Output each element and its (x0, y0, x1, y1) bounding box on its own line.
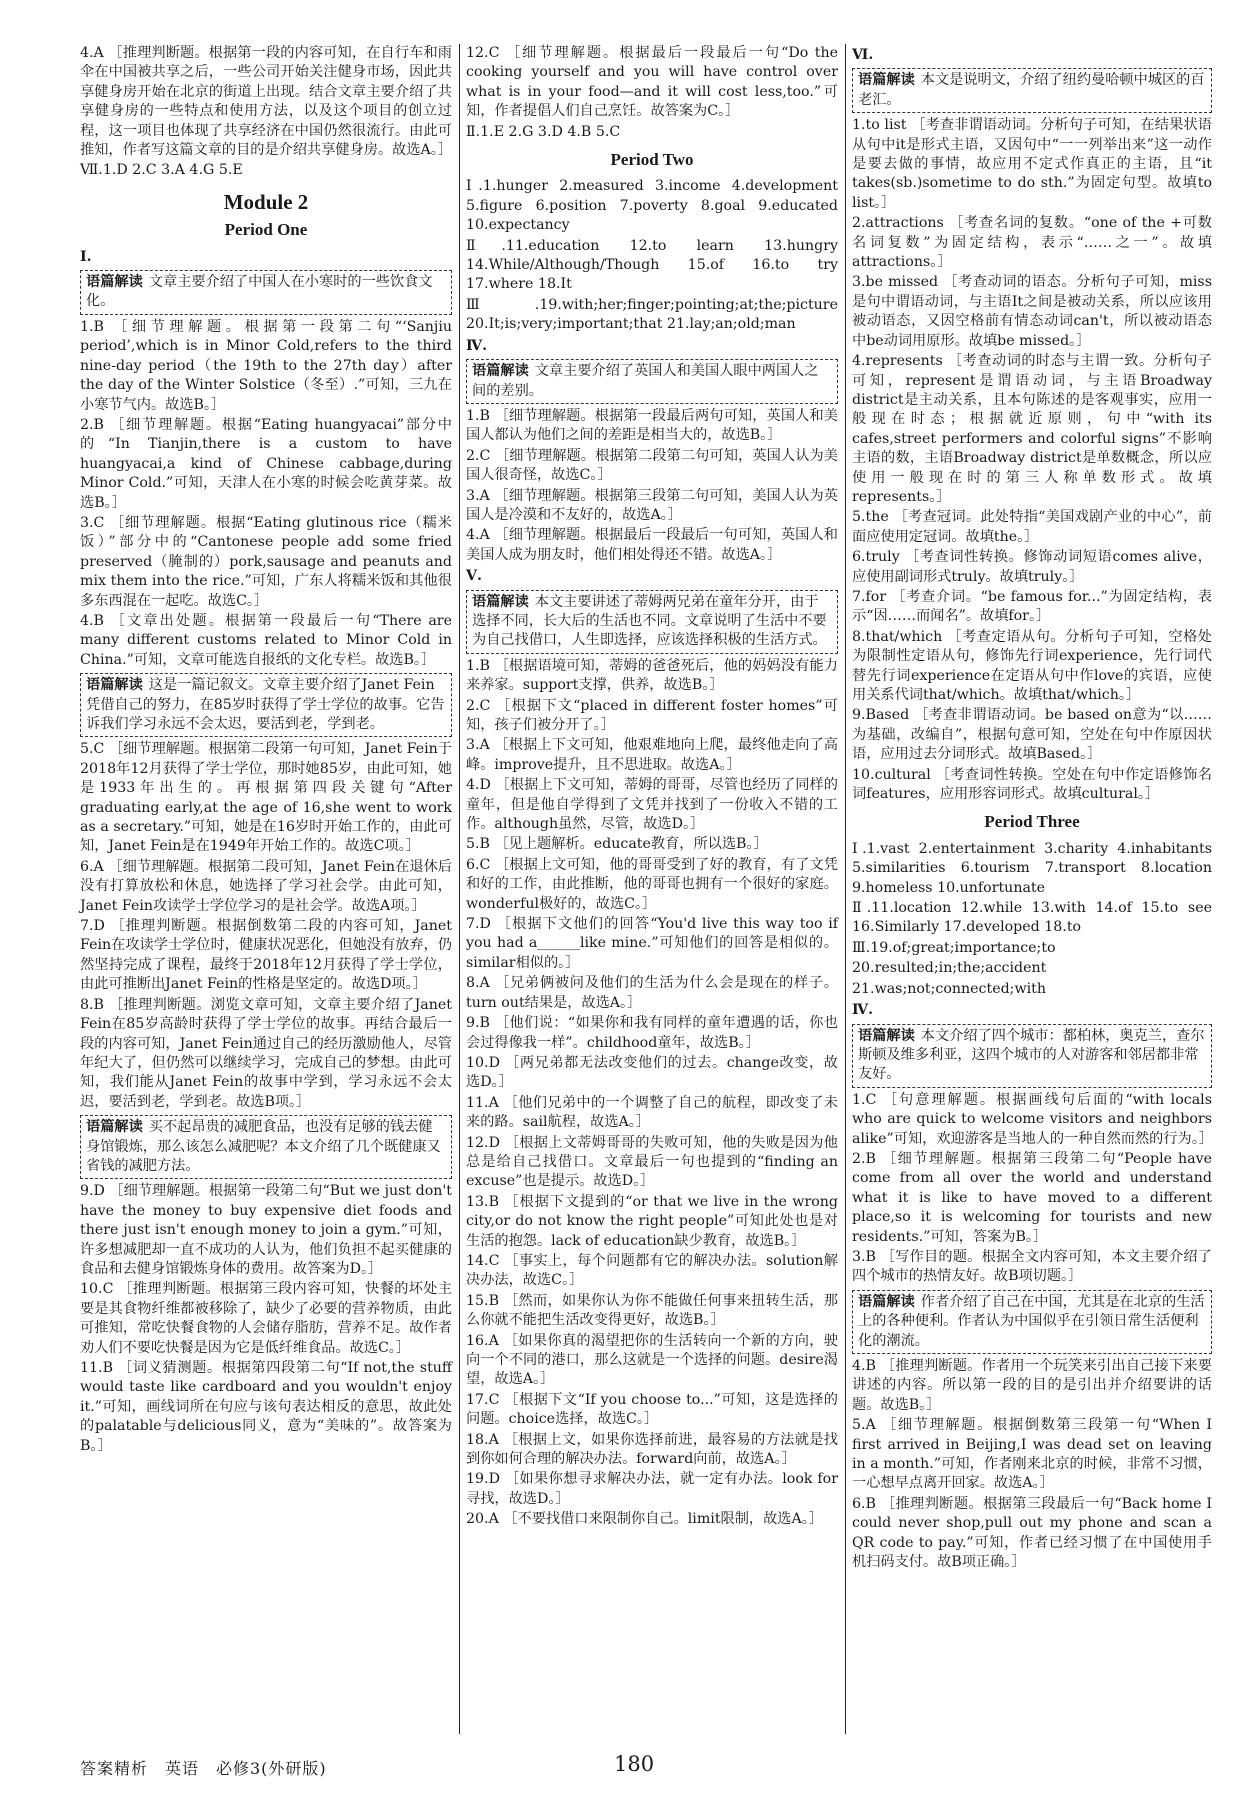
answer-paragraph: 16.A ［如果你真的渴望把你的生活转向一个新的方向，驶向一个不同的港口，那么这就是一个选择的问题。desire渴望，故选A。］ (466, 1332, 838, 1388)
section-number: Ⅳ. (852, 1002, 874, 1019)
section-number: Ⅳ. (466, 337, 488, 354)
answer-paragraph: 1.B ［细节理解题。根据第一段最后两句可知，英国人和美国人都认为他们之间的差距是相当大的，故选B。］ (466, 407, 838, 444)
answer-paragraph: 8.A ［兄弟俩被问及他们的生活为什么会是现在的样子。turn out结果是，故选A。］ (466, 975, 838, 1011)
page-footer-title: 答案精析 英语 必修3(外研版) (80, 1759, 327, 1778)
answer-paragraph: 4.A ［细节理解题。根据最后一段最后一句可知，英国人和美国人成为朋友时，他们相处得还不错。故选A。］ (466, 527, 838, 563)
answer-paragraph: 7.D ［根据下文他们的回答“You'd live this way too if you had a______like mine.”可知他们的回答是相似的。similar相似的。］ (466, 916, 838, 971)
answer-paragraph: 2.B ［细节理解题。根据“Eating huangyacai”部分中的“In Tianjin,there is a custom to have huangyacai,a kind of Chinese cabbage,during Minor Cold.”可知，天津人在小寒的时候会吃黄芽菜。故选B。］ (80, 416, 452, 511)
answer-paragraph: 11.B ［词义猜测题。根据第四段第二句“If not,the stuff would taste like cardboard and you wouldn't enjoy it.”可知，画线词所在句应与该句表达相反的意思，故此处的palatable与delicious同义，意为“美味的”。故答案为B。］ (80, 1360, 452, 1454)
section-number: Ⅵ. (852, 47, 874, 63)
answer-paragraph: 8.that/which ［考查定语从句。分析句子可知，空格处为限制性定语从句，修饰先行词experience，先行词代替先行词experience在定语从句中作love的宾语，应使用关系代词that/which。故填that/which。］ (852, 628, 1212, 703)
answer-paragraph: 7.D ［推理判断题。根据倒数第二段的内容可知，Janet Fein在攻读学士学位时，健康状况恶化，但她没有放弃，仍然坚持完成了课程，最终于2018年12月获得了学士学位，由此可推断出Janet Fein的性格是坚定的。故选D项。］ (80, 918, 452, 993)
column-middle (466, 44, 838, 1531)
passage-summary-text: 本文主要讲述了蒂姆两兄弟在童年分开，由于选择不同，长大后的生活也不同。文章说明了生活中不要为自己找借口，人生即选择，应该选择积极的生活方式。 (472, 593, 827, 649)
answer-paragraph: 3.B ［写作目的题。根据全文内容可知，本文主要介绍了四个城市的热情友好。故B项切题。］ (852, 1248, 1212, 1285)
answer-paragraph: 2.attractions ［考查名词的复数。“one of the +可数名词复数”为固定结构，表示“……之一”。故填attractions。］ (852, 215, 1212, 271)
passage-summary-box (852, 1290, 1212, 1354)
passage-summary-box (466, 590, 838, 654)
passage-summary-label: 语篇解读 (472, 363, 529, 380)
answer-paragraph: 2.C ［根据下文“placed in different foster homes”可知，孩子们被分开了。］ (466, 697, 838, 733)
period-heading: Period Two (610, 150, 694, 170)
answer-paragraph: 4.B ［文章出处题。根据第一段最后一句“There are many different customs related to Minor Cold in China.”可知，文章可能选自报纸的文化专栏。故选B。］ (80, 612, 452, 668)
passage-summary-label: 语篇解读 (86, 274, 143, 291)
answer-paragraph: Ⅶ.1.D 2.C 3.A 4.G 5.E (80, 162, 243, 179)
page-number: 180 (614, 1752, 655, 1776)
passage-summary-label: 语篇解读 (86, 1119, 143, 1136)
answer-paragraph: 11.A ［他们兄弟中的一个调整了自己的航程，即改变了未来的路。sail航程，故选A。］ (466, 1094, 838, 1131)
answer-paragraph: 1.C ［句意理解题。根据画线句后面的“with locals who are quick to welcome visitors and neighbors alike”可知，欢迎游客是当地人的一种自然而然的行为。］ (852, 1091, 1213, 1147)
answer-paragraph: 18.A ［根据上文，如果你选择前进，最容易的方法就是找到你如何合理的解决办法。forward向前，故选A。］ (466, 1431, 838, 1468)
passage-summary-text: 买不起昂贵的减肥食品，也没有足够的钱去健身馆锻炼，那么该怎么减肥呢？本文介绍了几个既健康又省钱的减肥方法。 (86, 1119, 441, 1174)
answer-paragraph: 3.A ［细节理解题。根据第三段第二句可知，美国人认为英国人是冷漠和不友好的，故选A。］ (466, 487, 838, 523)
answer-paragraph: 3.be missed ［考查动词的语态。分析句子可知，miss是句中谓语动词，与主语It之间是被动关系，所以应该用被动语态，又因空格前有情态动词can't，所以被动语态中be动词用原形。故填be missed。］ (852, 274, 1212, 349)
passage-summary-box (80, 1115, 452, 1179)
answer-paragraph: 4.A ［推理判断题。根据第一段的内容可知，在自行车和雨伞在中国被共享之后，一些公司开始关注健身市场，因此共享健身房开始在北京的街道上出现。结合文章主要介绍了共享健身房的一些特点和使用方法，以及这个项目的创立过程，这一项目也体现了共享经济在中国仍然很流行。由此可推知，作者写这篇文章的目的是介绍共享健身房。故选A。］ (80, 45, 453, 159)
answer-paragraph: 3.C ［细节理解题。根据“Eating glutinous rice（糯米饭）”部分中的“Cantonese people add some fried preserved（腌制的）pork,sausage and peanuts and mix them into the rice.”可知，广东人将糯米饭和其他很多东西混在一起吃。故选C。］ (80, 514, 452, 609)
answer-paragraph: Ⅱ.11.education 12.to learn 13.hungry 14.While/Although/Though 15.of 16.to try 17.where 18.It (466, 237, 838, 293)
answer-paragraph: 17.C ［根据下文“If you choose to...”可知，这是选择的问题。choice选择，故选C。］ (466, 1391, 838, 1428)
passage-summary-label: 语篇解读 (858, 72, 915, 89)
answer-paragraph: 4.B ［推理判断题。作者用一个玩笑来引出自己接下来要讲述的内容。所以第一段的目的是引出并介绍要讲的话题。故选B。］ (852, 1358, 1212, 1413)
answer-paragraph: 6.A ［细节理解题。根据第二段可知，Janet Fein在退休后没有打算放松和休息，她选择了学习社会学。由此可知，Janet Fein攻读学士学位学习的是社会学。故选A项。］ (80, 858, 452, 914)
answer-paragraph: 12.D ［根据上文蒂姆哥哥的失败可知，他的失败是因为他总是给自己找借口。文章最后一句也提到的“finding an excuse”也是提示。故选D。］ (466, 1134, 838, 1190)
module-heading: Module 2 (223, 189, 309, 214)
passage-summary-box (80, 673, 452, 737)
passage-summary-text: 本文介绍了四个城市：都柏林，奥克兰，查尔斯顿及维多利亚，这四个城市的人对游客和邻居都非常友好。 (858, 1027, 1205, 1083)
passage-summary-text: 作者介绍了自己在中国，尤其是在北京的生活上的各种便利。作者认为中国似乎在引领日常生活便利化的潮流。 (858, 1293, 1205, 1349)
answer-paragraph: 3.A ［根据上下文可知，他艰难地向上爬，最终他走向了高峰。improve提升，且不思进取。故选A。］ (466, 737, 838, 773)
answer-paragraph: 15.B ［然而，如果你认为你不能做任何事来扭转生活，那么你就不能把生活改变得更好，故选B。］ (466, 1292, 838, 1329)
period-heading: Period One (224, 220, 308, 240)
answer-paragraph: 1.B ［根据语境可知，蒂姆的爸爸死后，他的妈妈没有能力来养家。support支撑，供养，故选B。］ (466, 657, 838, 694)
answer-paragraph: 9.Based ［考查非谓语动词。be based on意为“以……为基础，改编自”，根据句意可知，空处在句中作原因状语，应用过去分词形式。故填Based。］ (852, 707, 1212, 763)
period-heading: Period Three (984, 812, 1080, 832)
answer-paragraph: 8.B ［推理判断题。浏览文章可知，文章主要介绍了Janet Fein在85岁高龄时获得了学士学位的故事。再结合最后一段的内容可知，Janet Fein通过自己的经历激励他人，尽管年纪大了，但仍然可以继续学习，完成自己的梦想。由此可知，我们能从Janet Fein的故事中学到，学习永远不会太迟，要活到老，学到老。故选B项。］ (80, 996, 452, 1110)
answer-paragraph: Ⅲ.19.with;her;finger;pointing;at;the;picture 20.It;is;very;important;that 21.lay;an;old;man (466, 296, 838, 333)
answer-paragraph: Ⅱ.11.location 12.while 13.with 14.of 15.to see 16.Similarly 17.developed 18.to (852, 900, 1212, 936)
answer-paragraph: 20.resulted;in;the;accident (852, 960, 1047, 977)
answer-paragraph: 13.B ［根据下文提到的“or that we live in the wrong city,or do not know the right people”可知此处也是对生活的抱怨。lack of education缺少教育，故选B。］ (466, 1193, 838, 1249)
answer-paragraph: 9.D ［细节理解题。根据第一段第二句“But we just don't have the money to buy expensive diet foods and there just isn't enough money to join a gym.”可知，许多想减肥却一直不成功的人认为，他们负担不起买健康的食品和去健身馆锻炼身体的费用。故答案为D。］ (80, 1183, 452, 1277)
answer-paragraph: 5.the ［考查冠词。此处特指“美国戏剧产业的中心”，前面应使用定冠词。故填the。］ (852, 509, 1212, 545)
answer-paragraph: 9.B ［他们说：“如果你和我有同样的童年遭遇的话，你也会过得像我一样”。childhood童年，故选B。］ (466, 1015, 838, 1051)
passage-summary-box (852, 1024, 1212, 1088)
section-number: Ⅴ. (466, 568, 482, 585)
passage-summary-box (852, 68, 1212, 113)
passage-summary-label: 语篇解读 (858, 1027, 915, 1044)
passage-summary-box (466, 359, 838, 404)
passage-summary-text: 文章主要介绍了中国人在小寒时的一些饮食文化。 (86, 274, 433, 310)
answer-paragraph: 10.D ［两兄弟都无法改变他们的过去。change改变，故选D。］ (466, 1054, 838, 1091)
answer-paragraph: Ⅱ.1.E 2.G 3.D 4.B 5.C (466, 123, 621, 140)
answer-paragraph: 5.C ［细节理解题。根据第二段第一句可知，Janet Fein于2018年12月获得了学士学位，那时她85岁，由此可知，她是1933年出生的。再根据第四段关键句“After graduating early,at the age of 16,she went to work as a secretary.”可知，她是在16岁时开始工作的，由此可知，Janet Fein是在1949年开始工作的。故选C项。］ (80, 741, 452, 855)
column-divider (845, 44, 846, 1734)
answer-paragraph: 2.C ［细节理解题。根据第二段第二句可知，英国人认为美国人很奇怪，故选C。］ (466, 447, 838, 484)
answer-paragraph: 4.D ［根据上下文可知，蒂姆的哥哥，尽管也经历了同样的童年，但是他自学得到了文凭并找到了一份收入不错的工作。although虽然，尽管，故选D。］ (466, 777, 838, 833)
answer-paragraph: 1.to list ［考查非谓语动词。分析句子可知，在结果状语从句中it是形式主语，又因句中“一一列举出来”这一动作是要去做的事情，故应用不定式作真正的主语，且“it takes(sb.)sometime to do sth.”为固定句型。故填to list。］ (852, 117, 1212, 211)
answer-paragraph: 10.cultural ［考查词性转换。空处在句中作定语修饰名词features，应用形容词形式。故填cultural。］ (852, 766, 1212, 803)
section-number: Ⅰ. (80, 248, 92, 265)
column-divider (459, 44, 460, 1734)
passage-summary-label: 语篇解读 (472, 593, 529, 610)
answer-paragraph: 5.A ［细节理解题。根据倒数第三段第一句“When I first arrived in Beijing,I was dead set on leaving in a month.”可知，作者刚来北京的时候，非常不习惯，一心想早点离开回家。故选A。］ (852, 1417, 1212, 1492)
answer-paragraph: Ⅰ.1.hunger 2.measured 3.income 4.development 5.figure 6.position 7.poverty 8.goal 9.educated 10.expectancy (466, 178, 838, 234)
answer-paragraph: Ⅲ.19.of;great;importance;to (852, 939, 1056, 956)
answer-paragraph: 21.was;not;connected;with (852, 980, 1046, 997)
answer-paragraph: 6.truly ［考查词性转换。修饰动词短语comes alive，应使用副词形式truly。故填truly。］ (852, 549, 1212, 585)
answer-paragraph: 6.B ［推理判断题。根据第三段最后一句“Back home I could never shop,pull out my phone and scan a QR code to pay.”可知，作者已经习惯了在中国使用手机扫码支付。故B项正确。］ (852, 1495, 1212, 1571)
passage-summary-text: 文章主要介绍了英国人和美国人眼中两国人之间的差别。 (472, 363, 819, 399)
column-left (80, 44, 452, 1457)
answer-paragraph: 10.C ［推理判断题。根据第三段内容可知，快餐的坏处主要是其食物纤维都被移除了，缺少了必要的营养物质，由此可推知，常吃快餐食物的人会储存脂肪，营养不足。故作者劝人们不要吃快餐是因为它是低纤维食品。故选C。］ (80, 1281, 452, 1356)
answer-paragraph: 14.C ［事实上，每个问题都有它的解决办法。solution解决办法，故选C。］ (466, 1252, 838, 1289)
answer-paragraph: 5.B ［见上题解析。educate教育，所以选B。］ (466, 836, 768, 853)
answer-paragraph: Ⅰ.1.vast 2.entertainment 3.charity 4.inhabitants 5.similarities 6.tourism 7.transport 8.location 9.homeless 10.unfortunate (852, 840, 1212, 896)
answer-paragraph: 4.represents ［考查动词的时态与主谓一致。分析句子可知，represent是谓语动词，与主语Broadway district是主动关系，且本句陈述的是客观事实，应用一般现在时态；根据就近原则，句中“with its cafes,street performers and colorful signs”不影响主语的数，主语Broadway district是单数概念，所以应使用一般现在时的第三人称单数形式。故填represents。］ (852, 353, 1212, 505)
passage-summary-text: 本文是说明文，介绍了纽约曼哈顿中城区的百老汇。 (858, 72, 1205, 108)
passage-summary-box (80, 270, 452, 315)
answer-paragraph: 2.B ［细节理解题。根据第三段第二句“People have come from all over the world and understand what it is like to have moved to a different place,so it is welcoming for tourists and new residents.”可知，答案为B。］ (852, 1150, 1212, 1245)
passage-summary-label: 语篇解读 (86, 677, 143, 694)
answer-paragraph: 12.C ［细节理解题。根据最后一段最后一句“Do the cooking yourself and you will have control over what is in your food—and it will cost less,too.”可知，作者提倡人们自己烹饪。故答案为C。］ (466, 45, 838, 120)
passage-summary-text: 这是一篇记叙文。文章主要介绍了Janet Fein凭借自己的努力，在85岁时获得了学士学位的故事。它告诉我们学习永远不会太迟，要活到老，学到老。 (86, 677, 445, 732)
answer-paragraph: 19.D ［如果你想寻求解决办法，就一定有办法。look for寻找，故选D。］ (466, 1471, 838, 1507)
answer-paragraph: 1.B ［细节理解题。根据第一段第二句“‘Sanjiu period’,which is in Minor Cold,refers to the third nine-day period（the 19th to the 27th day）after the day of the Winter Solstice（冬至）.”可知，三九在小寒节气内。故选B。］ (80, 318, 452, 413)
answer-paragraph: 6.C ［根据上文可知，他的哥哥受到了好的教育，有了文凭和好的工作，由此推断，他的哥哥也拥有一个很好的家庭。wonderful极好的，故选C。］ (466, 856, 838, 912)
column-right (852, 44, 1212, 1573)
answer-paragraph: 20.A ［不要找借口来限制你自己。limit限制，故选A。］ (466, 1511, 823, 1528)
passage-summary-label: 语篇解读 (858, 1293, 915, 1310)
answer-paragraph: 7.for ［考查介词。“be famous for...”为固定结构，表示“因……而闻名”。故填for。］ (852, 588, 1212, 625)
